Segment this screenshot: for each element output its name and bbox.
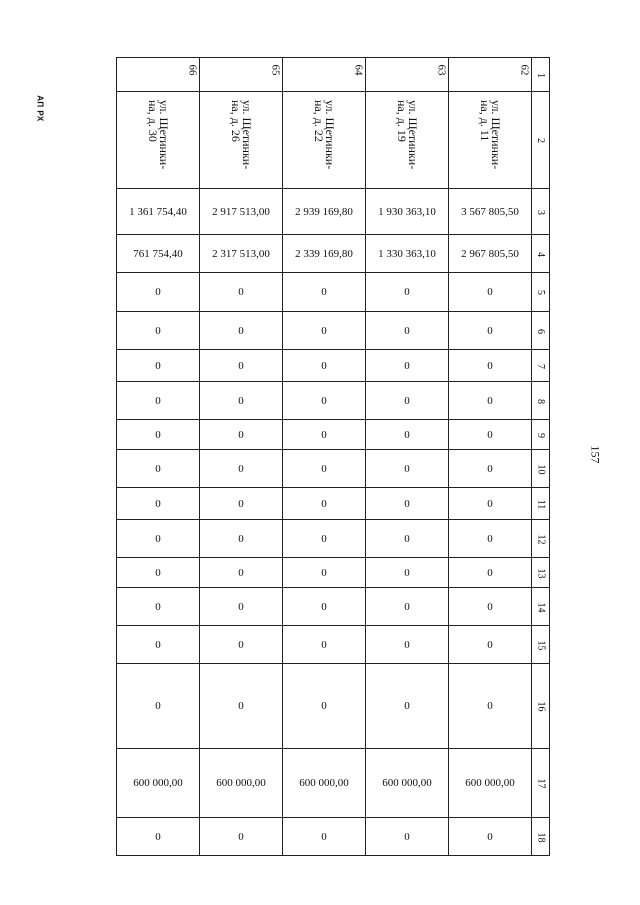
table-cell: [117, 92, 200, 189]
cell-value: 0: [404, 286, 410, 298]
cell-value: 0: [321, 830, 327, 843]
cell-value: 1 930 363,10: [378, 205, 436, 218]
table-cell: [200, 664, 283, 749]
cell-value: 3 567 805,50: [461, 205, 519, 218]
cell-value: 0: [238, 462, 244, 475]
table-cell: [366, 189, 449, 235]
cell-value: 0: [321, 286, 327, 298]
table-cell: [200, 818, 283, 856]
archive-stamp: АП РХ: [35, 95, 45, 122]
cell-value: 0: [238, 394, 244, 407]
table-cell: [200, 382, 283, 420]
cell-value: 0: [487, 700, 493, 712]
table-cell: [366, 818, 449, 856]
table-cell: [366, 58, 449, 92]
cell-value: 0: [155, 286, 161, 298]
row-index: 7: [535, 363, 546, 369]
table-cell: [200, 450, 283, 488]
cell-value: 2 967 805,50: [461, 247, 519, 260]
cell-value: 0: [404, 566, 410, 579]
table-row: [117, 58, 550, 92]
table-cell: [366, 312, 449, 350]
table-cell: [200, 235, 283, 273]
row-index-cell: [532, 488, 550, 520]
table-cell: [449, 520, 532, 558]
cell-value: 65: [269, 64, 282, 76]
cell-value: 0: [487, 462, 493, 475]
row-index: 2: [535, 138, 546, 143]
table-cell: [283, 520, 366, 558]
table-row: [117, 749, 550, 818]
cell-value: 2 317 513,00: [212, 247, 270, 260]
row-index-cell: [532, 382, 550, 420]
cell-value: 0: [238, 359, 244, 372]
table-row: [117, 558, 550, 588]
cell-value: 0: [238, 638, 244, 651]
row-index-cell: [532, 235, 550, 273]
table-cell: [283, 273, 366, 312]
cell-value: 0: [487, 497, 493, 510]
row-index: 11: [534, 499, 546, 509]
table-cell: [200, 558, 283, 588]
table-cell: [117, 818, 200, 856]
cell-value: 0: [321, 532, 327, 545]
table-cell: [366, 626, 449, 664]
row-index: 10: [535, 464, 546, 474]
table-cell: [117, 235, 200, 273]
cell-value: 0: [487, 428, 493, 441]
table-cell: [117, 189, 200, 235]
cell-value: 0: [321, 700, 327, 712]
table-cell: [366, 420, 449, 450]
table-cell: [283, 382, 366, 420]
cell-value: 0: [238, 700, 244, 712]
cell-value: 0: [487, 638, 493, 651]
table-cell: [200, 58, 283, 92]
table-cell: [366, 520, 449, 558]
cell-value: 0: [404, 462, 410, 475]
cell-value: 0: [155, 462, 161, 475]
table-cell: [117, 626, 200, 664]
cell-value: 0: [155, 566, 161, 579]
table-cell: [449, 189, 532, 235]
cell-value: 600 000,00: [465, 777, 515, 789]
cell-value: 0: [321, 600, 327, 613]
cell-value: 0: [155, 830, 161, 843]
cell-value: 0: [155, 497, 161, 510]
table-cell: [117, 382, 200, 420]
row-index: 13: [535, 568, 546, 578]
table-cell: [200, 588, 283, 626]
table-cell: [449, 382, 532, 420]
table-cell: [283, 312, 366, 350]
row-index-cell: [532, 273, 550, 312]
cell-value: 0: [487, 359, 493, 372]
table-cell: [366, 235, 449, 273]
cell-value: 0: [487, 324, 493, 337]
table-cell: [117, 588, 200, 626]
row-index-cell: [532, 450, 550, 488]
table-cell: [117, 520, 200, 558]
cell-value: 0: [155, 638, 161, 651]
table-cell: [117, 450, 200, 488]
table-cell: [449, 235, 532, 273]
table-cell: [366, 749, 449, 818]
table-cell: [449, 818, 532, 856]
cell-value: 64: [352, 64, 365, 76]
table-cell: [366, 450, 449, 488]
table-cell: [366, 664, 449, 749]
row-index: 9: [535, 432, 546, 438]
table-cell: [449, 488, 532, 520]
table-cell: [449, 350, 532, 382]
table-cell: [117, 58, 200, 92]
table-cell: [117, 350, 200, 382]
cell-value: 0: [155, 700, 161, 712]
cell-value: 0: [238, 286, 244, 298]
table-cell: [200, 626, 283, 664]
row-index: 4: [535, 251, 546, 257]
row-index-cell: [532, 312, 550, 350]
cell-value: 0: [404, 359, 410, 372]
row-index: 15: [535, 640, 546, 650]
table-cell: [366, 488, 449, 520]
row-index-cell: [532, 350, 550, 382]
table-cell: [200, 749, 283, 818]
cell-value: 0: [155, 394, 161, 407]
row-index-cell: [532, 664, 550, 749]
cell-value: 0: [238, 532, 244, 545]
row-index: 14: [535, 602, 546, 612]
cell-value: 0: [321, 359, 327, 372]
data-table: [116, 57, 550, 856]
table-cell: [283, 189, 366, 235]
table-cell: [117, 312, 200, 350]
row-index-cell: [532, 58, 550, 92]
row-index: 3: [535, 209, 546, 215]
row-index-cell: [532, 588, 550, 626]
cell-value: 0: [321, 566, 327, 579]
cell-value: 0: [404, 638, 410, 651]
table-cell: [283, 626, 366, 664]
table-row: [117, 382, 550, 420]
cell-value: 1 361 754,40: [129, 205, 187, 218]
table-row: [117, 273, 550, 312]
table-cell: [449, 749, 532, 818]
cell-value: 0: [321, 428, 327, 441]
table-cell: [283, 488, 366, 520]
table-row: [117, 588, 550, 626]
cell-value: 0: [321, 324, 327, 337]
table-cell: [366, 92, 449, 189]
table-cell: [117, 664, 200, 749]
table-row: [117, 664, 550, 749]
table-row: [117, 235, 550, 273]
cell-value: 0: [238, 830, 244, 843]
address-text: ул. Щетинки-на, д. 26: [229, 100, 254, 170]
row-index-cell: [532, 818, 550, 856]
table-cell: [117, 420, 200, 450]
row-index-cell: [532, 92, 550, 189]
cell-value: 0: [321, 638, 327, 651]
cell-value: 0: [155, 428, 161, 441]
table-cell: [366, 273, 449, 312]
cell-value: 63: [435, 64, 448, 76]
row-index: 17: [535, 778, 546, 789]
table-cell: [449, 58, 532, 92]
cell-value: 0: [238, 566, 244, 579]
cell-value: 2 917 513,00: [212, 205, 270, 218]
table-cell: [117, 749, 200, 818]
row-index-cell: [532, 558, 550, 588]
cell-value: 0: [155, 600, 161, 613]
cell-value: 0: [487, 566, 493, 579]
cell-value: 0: [404, 600, 410, 613]
table-cell: [283, 235, 366, 273]
cell-value: 0: [487, 830, 493, 843]
table-row: [117, 92, 550, 189]
table-row: [117, 520, 550, 558]
row-index: 16: [535, 701, 546, 712]
table-cell: [449, 588, 532, 626]
cell-value: 0: [487, 600, 493, 613]
table-cell: [283, 588, 366, 626]
cell-value: 0: [238, 428, 244, 441]
table-cell: [449, 626, 532, 664]
table-cell: [200, 520, 283, 558]
cell-value: 0: [487, 286, 493, 298]
cell-value: 0: [404, 532, 410, 545]
row-index-cell: [532, 626, 550, 664]
table-cell: [283, 664, 366, 749]
cell-value: 0: [155, 324, 161, 337]
table-cell: [449, 92, 532, 189]
address-text: ул. Щетинки-на, д. 22: [312, 100, 337, 170]
row-index: 5: [535, 290, 546, 295]
cell-value: 2 939 169,80: [295, 205, 353, 218]
table-cell: [449, 558, 532, 588]
row-index-cell: [532, 749, 550, 818]
table-cell: [283, 558, 366, 588]
row-index: 12: [535, 534, 546, 544]
table-cell: [366, 558, 449, 588]
table-cell: [117, 558, 200, 588]
cell-value: 0: [238, 600, 244, 613]
cell-value: 0: [238, 324, 244, 337]
table-cell: [366, 382, 449, 420]
cell-value: 0: [404, 394, 410, 407]
cell-value: 62: [518, 64, 531, 76]
table-cell: [366, 588, 449, 626]
table-cell: [200, 273, 283, 312]
row-index-cell: [532, 189, 550, 235]
row-index: 8: [535, 398, 546, 404]
row-index: 6: [535, 328, 546, 334]
row-index-cell: [532, 420, 550, 450]
address-text: ул. Щетинки-на, д. 11: [478, 100, 503, 170]
cell-value: 1 330 363,10: [378, 247, 436, 260]
cell-value: 0: [404, 700, 410, 712]
table-row: [117, 189, 550, 235]
table-row: [117, 450, 550, 488]
cell-value: 0: [321, 497, 327, 510]
row-index-cell: [532, 520, 550, 558]
table-row: [117, 312, 550, 350]
table-cell: [283, 350, 366, 382]
table-cell: [283, 749, 366, 818]
table-row: [117, 488, 550, 520]
table-row: [117, 626, 550, 664]
cell-value: 0: [321, 462, 327, 475]
table-row: [117, 420, 550, 450]
table-cell: [449, 312, 532, 350]
cell-value: 761 754,40: [133, 247, 183, 260]
cell-value: 2 339 169,80: [295, 247, 353, 260]
cell-value: 600 000,00: [382, 777, 432, 789]
cell-value: 600 000,00: [299, 777, 349, 789]
cell-value: 0: [404, 830, 410, 843]
table-cell: [449, 420, 532, 450]
table-cell: [449, 273, 532, 312]
table-cell: [200, 312, 283, 350]
table-cell: [117, 273, 200, 312]
table-cell: [117, 488, 200, 520]
table-cell: [283, 818, 366, 856]
address-text: ул. Щетинки-на, д. 19: [395, 100, 420, 170]
cell-value: 0: [404, 324, 410, 337]
table-cell: [449, 450, 532, 488]
table-cell: [283, 450, 366, 488]
table-cell: [366, 350, 449, 382]
cell-value: 600 000,00: [216, 777, 266, 789]
table-cell: [200, 488, 283, 520]
cell-value: 66: [186, 64, 199, 76]
row-index: 1: [535, 72, 546, 78]
table-cell: [449, 664, 532, 749]
table-cell: [283, 92, 366, 189]
table-cell: [200, 350, 283, 382]
cell-value: 0: [238, 497, 244, 510]
table-cell: [200, 420, 283, 450]
cell-value: 600 000,00: [133, 777, 183, 789]
table-row: [117, 350, 550, 382]
cell-value: 0: [321, 394, 327, 407]
address-text: ул. Щетинки-на, д. 30: [146, 100, 171, 170]
table-row: [117, 818, 550, 856]
cell-value: 0: [155, 359, 161, 372]
cell-value: 0: [487, 532, 493, 545]
table-cell: [200, 189, 283, 235]
table-cell: [283, 420, 366, 450]
cell-value: 0: [404, 497, 410, 510]
row-index: 18: [535, 832, 546, 842]
cell-value: 0: [487, 394, 493, 407]
table-cell: [283, 58, 366, 92]
page-number: 157: [588, 445, 603, 464]
cell-value: 0: [404, 428, 410, 441]
table-cell: [200, 92, 283, 189]
cell-value: 0: [155, 532, 161, 545]
